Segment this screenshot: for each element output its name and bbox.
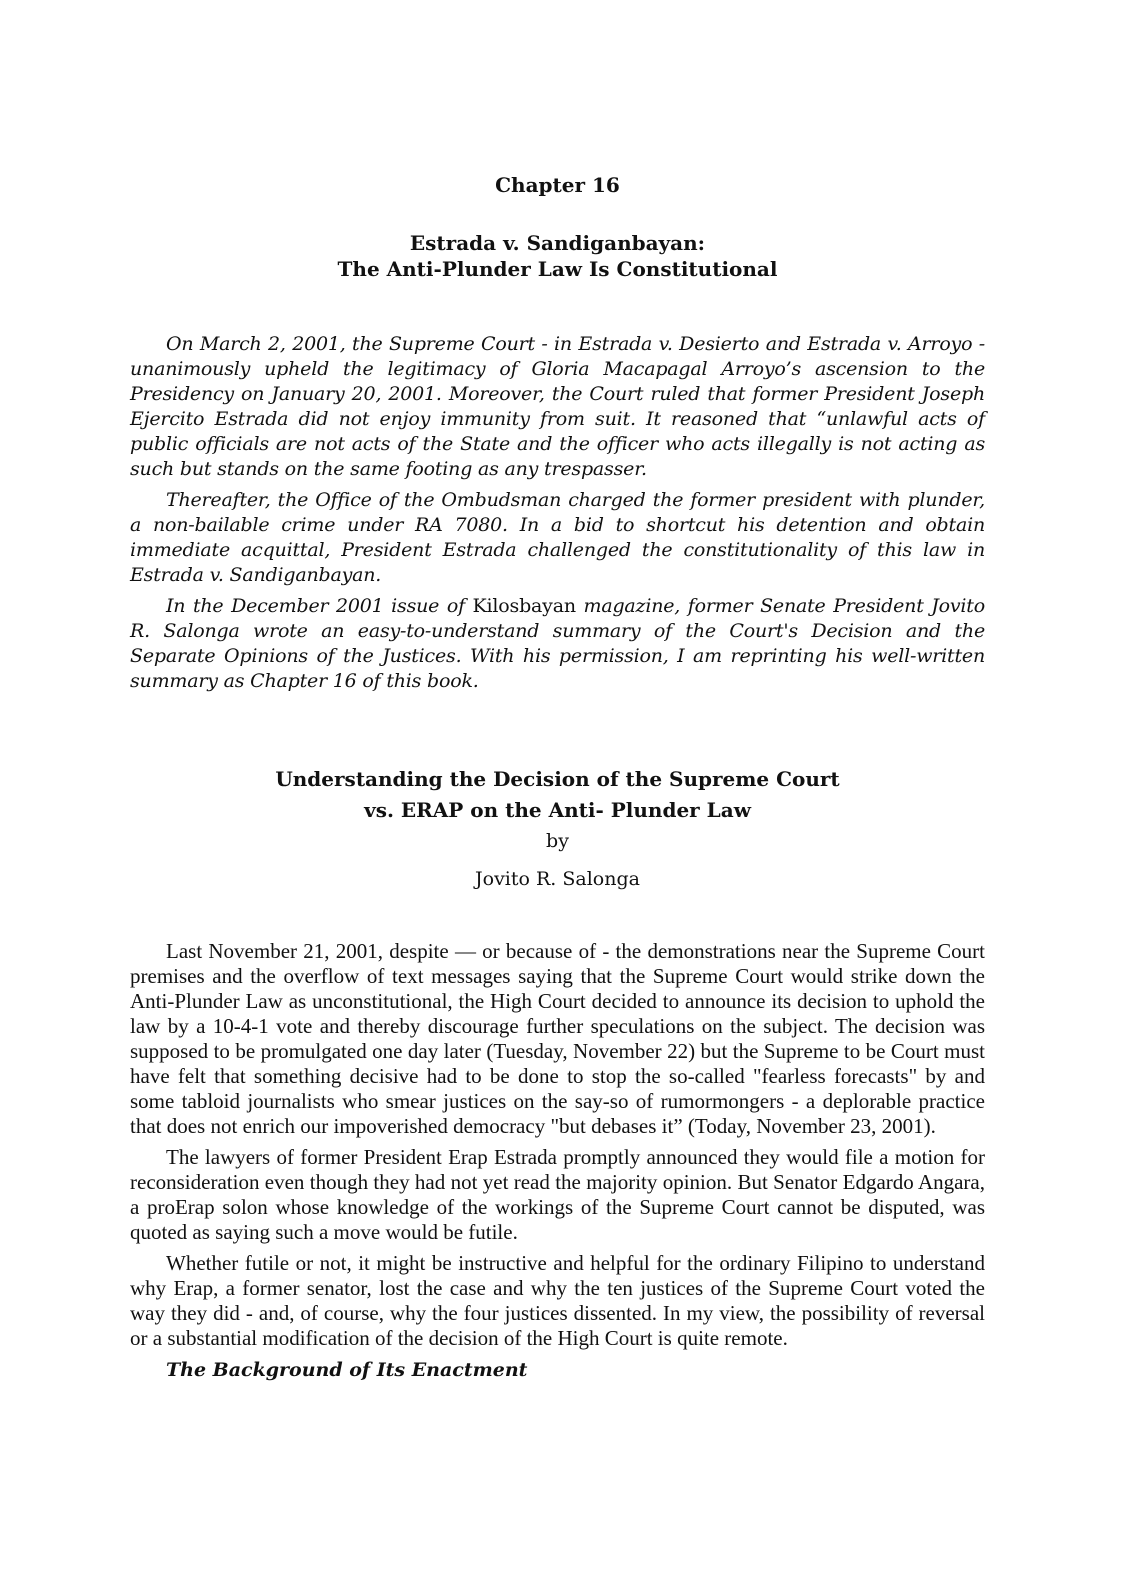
magazine-name: Kilosbayan: [472, 595, 576, 617]
article-title-line-1: Understanding the Decision of the Supreme Court: [275, 767, 840, 791]
chapter-title: [130, 230, 985, 282]
document-page: [130, 170, 985, 1383]
intro-paragraph-1: On March 2, 2001, the Supreme Court - in Estrada v. Desierto and Estrada v. Arroyo - unanimously upheld the legitimacy of Gloria Macapagal Arroyo’s ascension to the Presidency on January 20, 2001. Moreover, the Court ruled that former President Joseph Ejercito Estrada did not enjoy immunity from suit. It reasoned that “unlawful acts of public officials are not acts of the State and the officer who acts illegally is not acting as such but stands on the same footing as any trespasser.: [130, 333, 985, 480]
intro-paragraph-2: Thereafter, the Office of the Ombudsman charged the former president with plunder, a non-bailable crime under RA 7080. In a bid to shortcut his detention and obtain immediate acquittal, President Estrada challenged the constitutionality of this law in Estrada v. Sandiganbayan.: [130, 489, 985, 586]
article-title-line-2: vs. ERAP on the Anti- Plunder Law: [364, 798, 751, 822]
chapter-title-line-2: The Anti-Plunder Law Is Constitutional: [337, 257, 778, 281]
byline: by: [546, 830, 569, 852]
chapter-title-line-1: Estrada v. Sandiganbayan:: [409, 231, 706, 255]
article-body: [130, 939, 985, 1351]
body-paragraph-1: Last November 21, 2001, despite — or because of - the demonstrations near the Supreme Court premises and the overflow of text messages saying that the Supreme Court would strike down the Anti-Plunder Law as unconstitutional, the High Court decided to announce its decision to uphold the law by a 10-4-1 vote and thereby discourage further speculations on the subject. The decision was supposed to be promulgated one day later (Tuesday, November 22) but the Supreme to be Court must have felt that something decisive had to be done to stop the so-called "fearless forecasts" by and some tabloid journalists who smear justices on the say-so of rumormongers - a deplorable practice that does not enrich our impoverished democracy "but debases it” (Today, November 23, 2001).: [130, 939, 985, 1138]
section-subheading: The Background of Its Enactment: [166, 1359, 528, 1381]
chapter-introduction: [130, 332, 985, 694]
body-paragraph-2: The lawyers of former President Erap Estrada promptly announced they would file a motion for reconsideration even though they had not yet read the majority opinion. But Senator Edgardo Angara, a proErap solon whose knowledge of the workings of the Supreme Court cannot be disputed, was quoted as saying such a move would be futile.: [130, 1145, 985, 1244]
author-name: Jovito R. Salonga: [475, 868, 640, 890]
intro-paragraph-3-end: magazine, former Senate President Jovito R. Salonga wrote an easy-to-understand summary of the Court's Decision and the Separate Opinions of the Justices. With his permission, I am reprinting his well-written summary as Chapter 16 of this book.: [130, 595, 985, 692]
article-title: [130, 764, 985, 826]
intro-paragraph-3-start: In the December 2001 issue of: [166, 595, 473, 617]
chapter-number: Chapter 16: [495, 173, 620, 197]
body-paragraph-3: Whether futile or not, it might be instructive and helpful for the ordinary Filipino to understand why Erap, a former senator, lost the case and why the ten justices of the Supreme Court voted the way they did - and, of course, why the four justices dissented. In my view, the possibility of reversal or a substantial modification of the decision of the High Court is quite remote.: [130, 1251, 985, 1350]
intro-paragraph-3: [130, 594, 985, 694]
